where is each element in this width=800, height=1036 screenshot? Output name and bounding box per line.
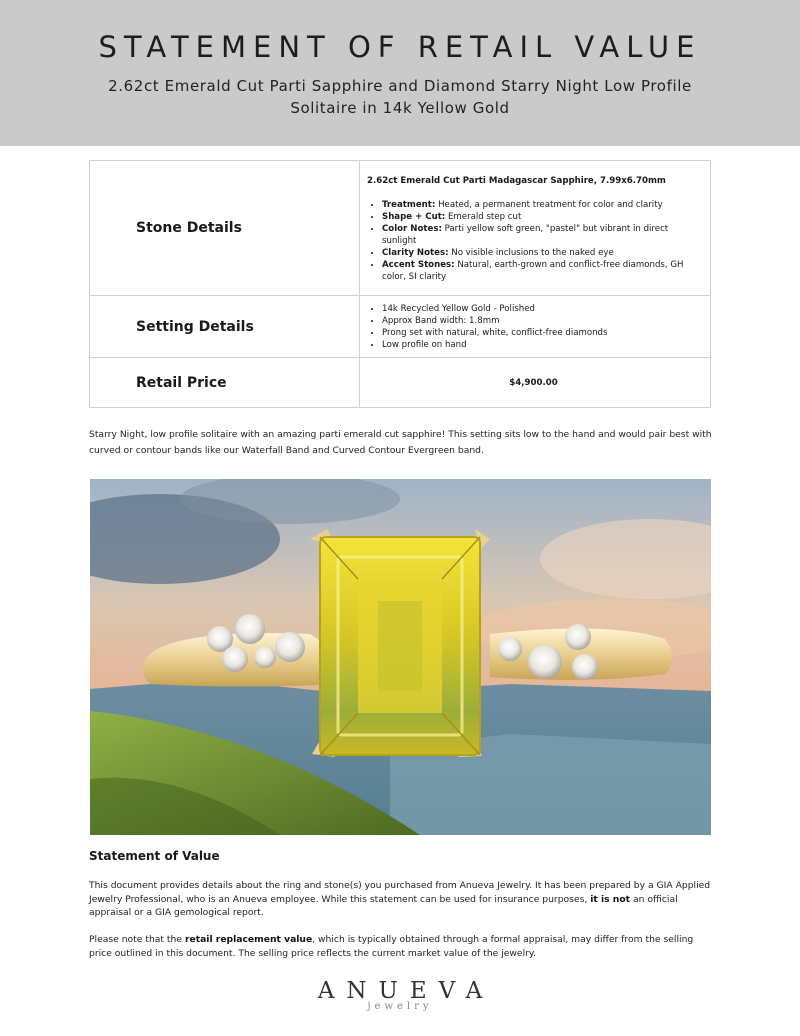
statement-of-value-heading: Statement of Value — [89, 849, 220, 863]
list-item: • 14k Recycled Yellow Gold - Polished — [382, 303, 700, 315]
list-item: • Color Notes: Parti yellow soft green, "pastel" but vibrant in direct sunlight — [382, 223, 700, 247]
statement-paragraph-2: Please note that the retail replacement value, which is typically obtained through a formal appraisal, may differ from the selling price outlined in this document. The selling price reflects the current market value of the jewelry. — [89, 934, 694, 959]
stone-details-label: Stone Details — [90, 161, 360, 296]
list-item: • Treatment: Heated, a permanent treatment for color and clarity — [382, 199, 700, 211]
list-item: • Low profile on hand — [382, 339, 700, 351]
ring-description: Starry Night, low profile solitaire with an amazing parti emerald cut sapphire! This setting sits low to the hand and would pair best with curved or contour bands like our Waterfall Band and Curved Contour Evergreen band. — [89, 429, 712, 456]
logo-sub: jewelry — [367, 1001, 433, 1012]
retail-price-label: Retail Price — [90, 358, 360, 408]
list-item: • Prong set with natural, white, conflict-free diamonds — [382, 327, 700, 339]
list-item: • Clarity Notes: No visible inclusions to the naked eye — [382, 247, 700, 259]
setting-details-content — [360, 296, 711, 358]
retail-price-value: $4,900.00 — [360, 358, 711, 408]
list-item: • Approx Band width: 1.8mm — [382, 315, 700, 327]
setting-details-label: Setting Details — [90, 296, 360, 358]
logo-brand: ANUEVA — [317, 978, 495, 1004]
stone-details-content — [360, 161, 711, 296]
anueva-logo — [300, 978, 500, 1012]
setting-list — [367, 303, 700, 351]
price-row — [90, 358, 711, 408]
setting-row — [90, 296, 711, 358]
list-item: • Accent Stones: Natural, earth-grown and conflict-free diamonds, GH color, SI clarity — [382, 259, 700, 283]
stone-row — [90, 161, 711, 296]
stone-list — [367, 199, 700, 283]
list-item: • Shape + Cut: Emerald step cut — [382, 211, 700, 223]
details-table — [89, 160, 711, 408]
stone-heading: 2.62ct Emerald Cut Parti Madagascar Sapphire, 7.99x6.70mm — [367, 176, 666, 186]
header-banner — [0, 0, 800, 146]
page-title: STATEMENT OF RETAIL VALUE — [98, 30, 702, 64]
page-subtitle: 2.62ct Emerald Cut Parti Sapphire and Diamond Starry Night Low Profile Solitaire in 14k Yellow Gold — [108, 77, 692, 117]
ring-photo — [90, 479, 711, 835]
statement-paragraph-1: This document provides details about the ring and stone(s) you purchased from Anueva Jewelry. It has been prepared by a GIA Applied Jewelry Professional, who is an Anueva employee. While this statement can be used for insurance purposes, it is not an official appraisal or a GIA gemological report. — [89, 880, 711, 918]
